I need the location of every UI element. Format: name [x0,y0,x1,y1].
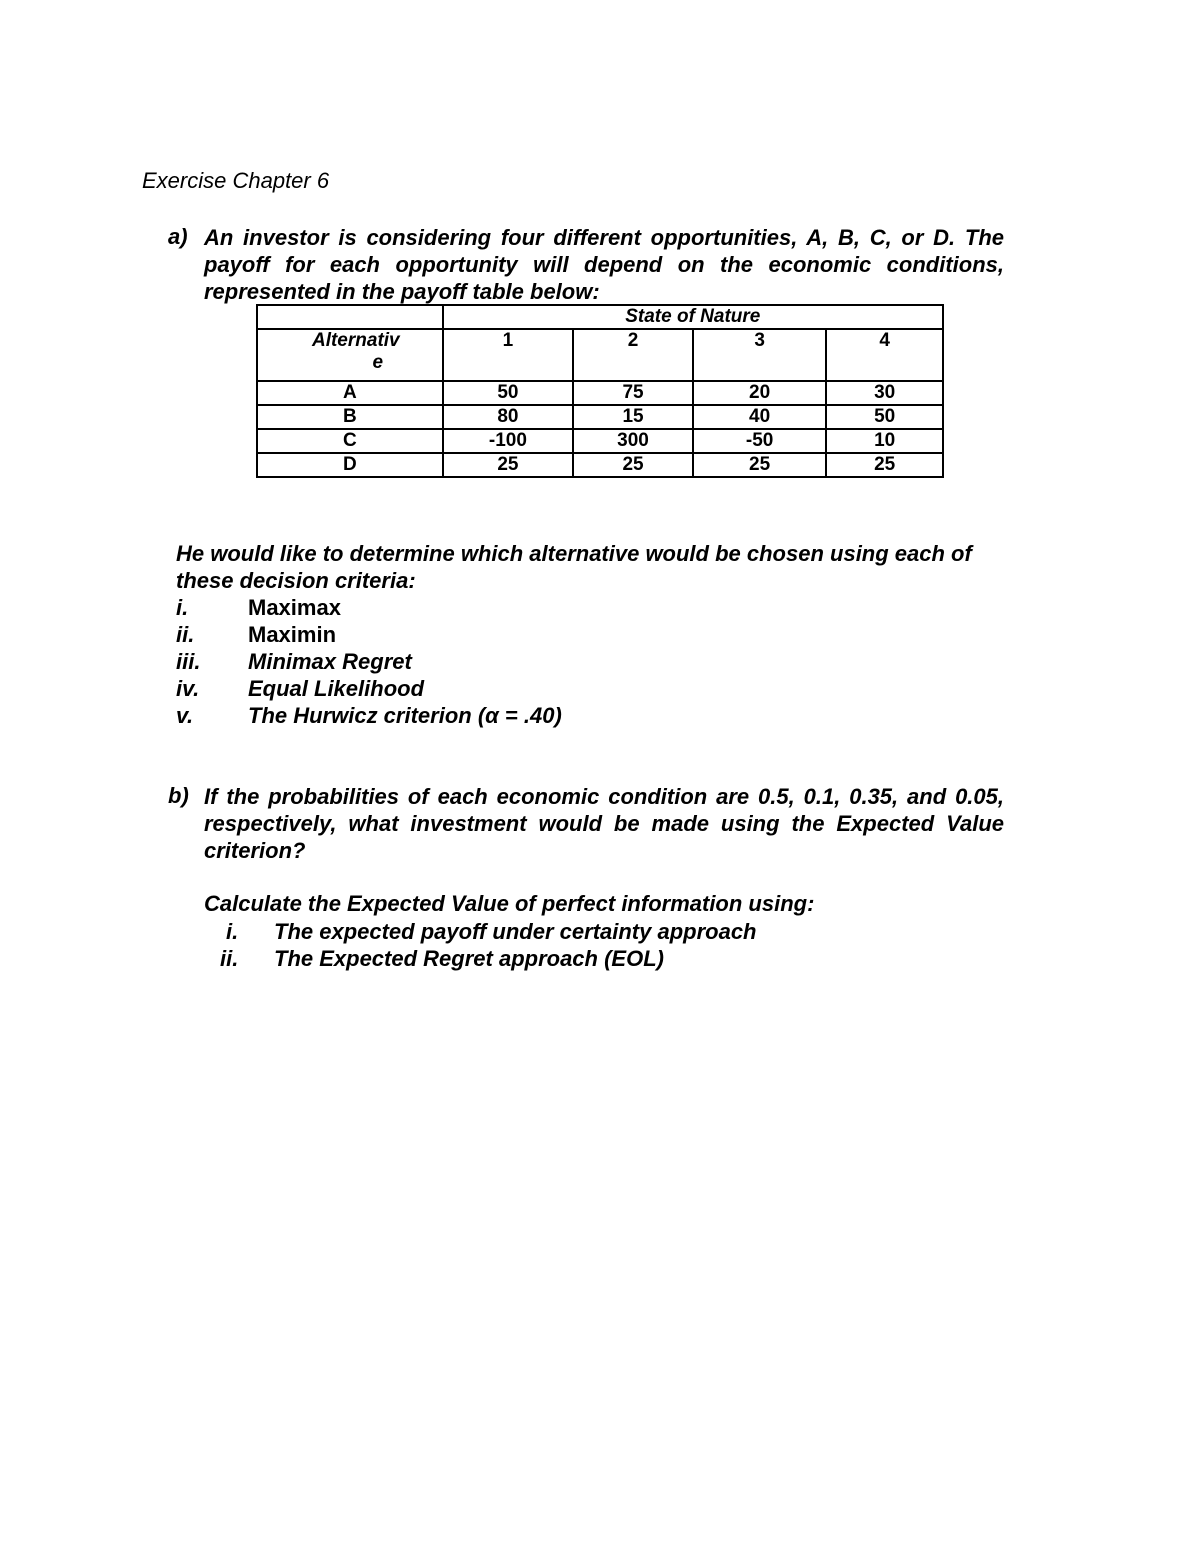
list-item-label: Maximax [248,595,341,620]
alternative-header-line2: e [372,352,384,373]
payoff-cell: 25 [826,453,943,477]
list-item-number: ii. [176,622,195,647]
payoff-table [256,304,944,478]
payoff-cell: 10 [826,429,943,453]
list-item-label: Equal Likelihood [248,676,425,701]
payoff-cell: 80 [443,405,574,429]
table-row [257,429,943,453]
list-item-number: iv. [176,676,200,701]
list-item [176,648,562,675]
state-header-4: 4 [826,329,943,381]
state-header-1: 1 [443,329,574,381]
payoff-cell: 75 [573,381,693,405]
alternative-cell: A [257,381,443,405]
evpi-intro: Calculate the Expected Value of perfect information using: [204,891,815,916]
list-item [176,621,562,648]
payoff-cell: 20 [693,381,827,405]
evpi-list [216,918,757,972]
payoff-cell: 300 [573,429,693,453]
alternative-cell: D [257,453,443,477]
table-row [257,453,943,477]
question-a-label: a) [168,224,188,249]
question-a-text: An investor is considering four different opportunities, A, B, C, or D. The payoff for each opportunity will depend on the economic conditions, represented in the payoff table below: [204,225,1004,304]
payoff-cell: -100 [443,429,574,453]
alternative-header [257,329,443,381]
table-row [257,405,943,429]
payoff-cell: 40 [693,405,827,429]
payoff-cell: 25 [693,453,827,477]
list-item-label: Minimax Regret [248,649,412,674]
list-item-number: iii. [176,649,201,674]
state-header-2: 2 [573,329,693,381]
payoff-cell: 15 [573,405,693,429]
list-item [216,918,757,945]
table-corner-cell [257,305,443,329]
table-row [257,381,943,405]
state-of-nature-header: State of Nature [443,305,943,329]
list-item-number: ii. [220,946,239,971]
list-item-label: The Hurwicz criterion (α = .40) [248,703,562,728]
payoff-cell: 30 [826,381,943,405]
payoff-cell: -50 [693,429,827,453]
list-item [176,594,562,621]
payoff-cell: 50 [443,381,574,405]
list-item-number: i. [226,919,239,944]
state-header-3: 3 [693,329,827,381]
list-item-label: The expected payoff under certainty approach [274,919,757,944]
criteria-list [176,594,562,729]
question-b-label: b) [168,783,189,808]
criteria-intro: He would like to determine which alternative would be chosen using each of these decision criteria: [176,541,972,593]
payoff-cell: 25 [573,453,693,477]
alternative-header-line1: Alternativ [311,330,400,351]
payoff-cell: 50 [826,405,943,429]
list-item-number: v. [176,703,194,728]
list-item-label: The Expected Regret approach (EOL) [274,946,664,971]
page-title: Exercise Chapter 6 [142,168,330,193]
list-item-number: i. [176,595,189,620]
alternative-cell: C [257,429,443,453]
list-item [176,675,562,702]
list-item-label: Maximin [248,622,337,647]
alternative-cell: B [257,405,443,429]
question-b-text: If the probabilities of each economic condition are 0.5, 0.1, 0.35, and 0.05, respectively, what investment would be made using the Expected Value criterion? [204,784,1004,863]
list-item [216,945,757,972]
list-item [176,702,562,729]
payoff-cell: 25 [443,453,574,477]
